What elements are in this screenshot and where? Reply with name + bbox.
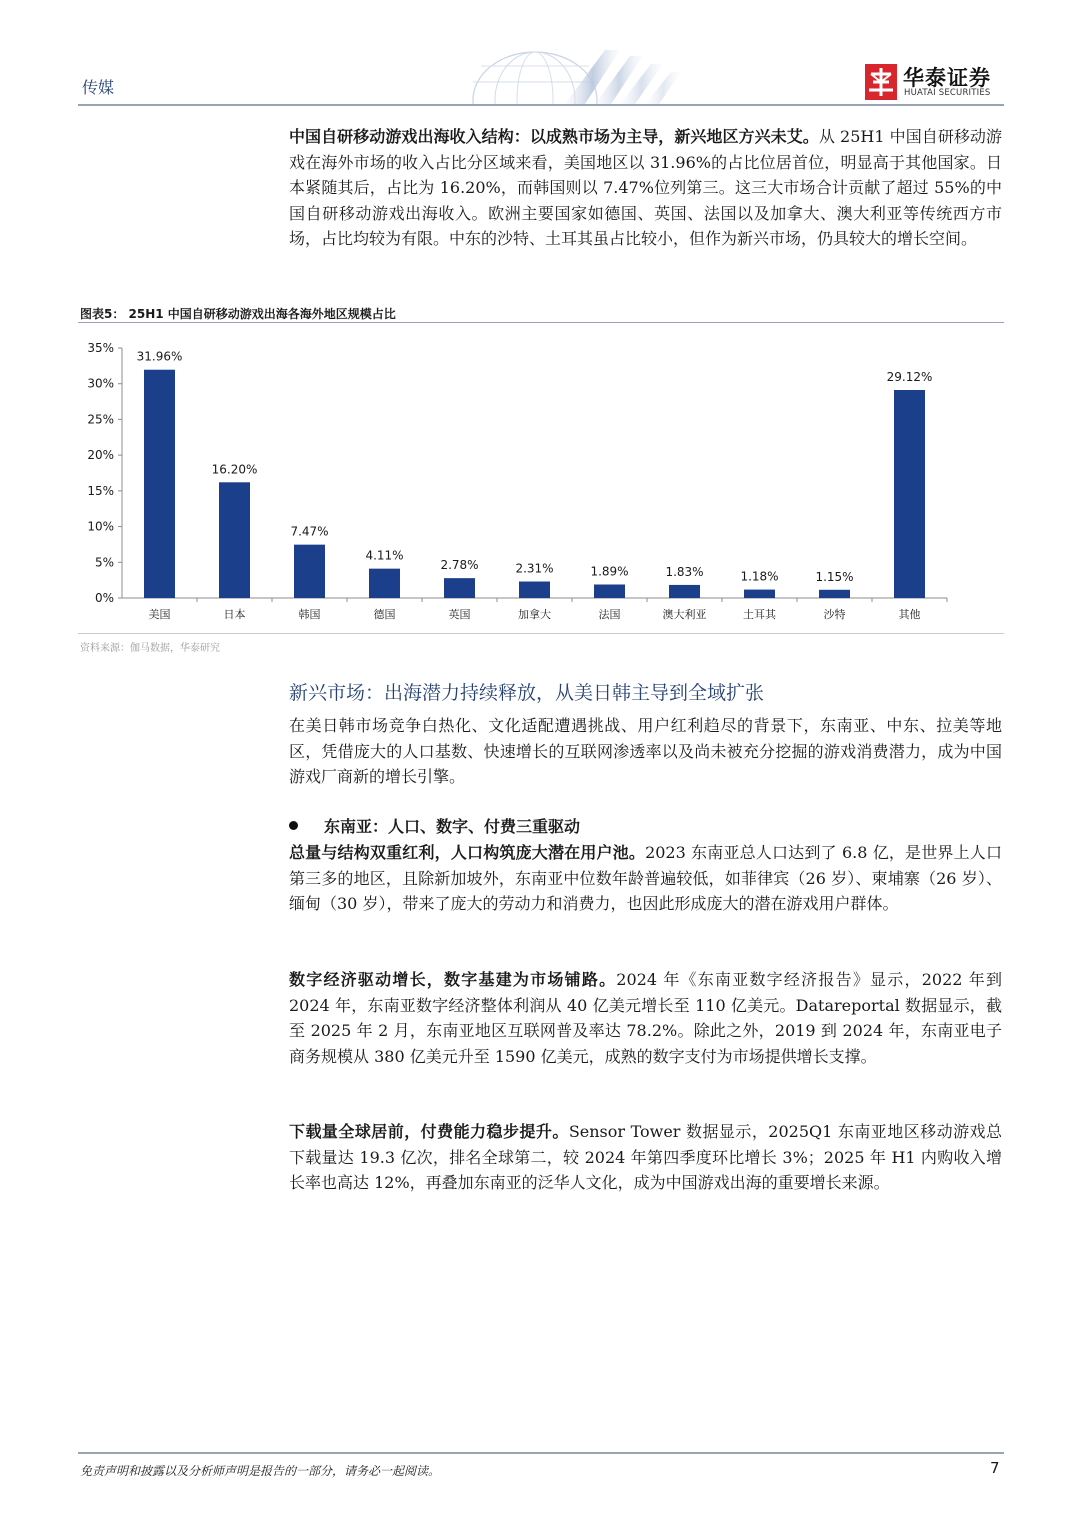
data-label: 1.89% [590, 564, 629, 579]
paragraph-lead: 数字经济驱动增长，数字基建为市场铺路。 [289, 970, 617, 989]
page-number: 7 [990, 1459, 1000, 1477]
bar-4 [369, 569, 400, 598]
bar-8 [669, 585, 700, 598]
figure-title: 图表5： 25H1 中国自研移动游戏出海各海外地区规模占比 [80, 307, 396, 321]
data-label: 1.83% [665, 564, 704, 579]
x-tick-label: 土耳其 [743, 608, 776, 621]
x-tick-label: 加拿大 [518, 608, 551, 621]
data-label: 2.31% [515, 561, 554, 576]
paragraph-digital-economy [289, 967, 1002, 1069]
data-label: 7.47% [290, 524, 329, 539]
paragraph-lead: 下载量全球居前，付费能力稳步提升。 [289, 1122, 569, 1141]
globe-graphic [415, 30, 705, 104]
bar-1 [144, 370, 175, 598]
section-title: 新兴市场：出海潜力持续释放，从美日韩主导到全域扩张 [289, 682, 765, 704]
y-tick-label: 5% [94, 555, 114, 570]
y-tick-label: 0% [94, 591, 114, 605]
figure-bottom-divider [78, 633, 1004, 634]
bullet-heading [289, 814, 580, 837]
y-tick-label: 15% [87, 483, 114, 498]
x-tick-label: 澳大利亚 [662, 608, 707, 621]
footer-disclaimer: 免责声明和披露以及分析师声明是报告的一部分，请务必一起阅读。 [80, 1464, 441, 1478]
x-tick-label: 韩国 [298, 608, 321, 621]
logo-chinese-name: 华泰证券 [903, 66, 991, 90]
bullet-text: 东南亚：人口、数字、付费三重驱动 [324, 817, 581, 836]
bar-11 [894, 390, 925, 598]
page-header [0, 0, 1080, 108]
x-tick-label: 英国 [448, 608, 471, 621]
x-tick-label: 美国 [148, 608, 171, 621]
data-label: 1.18% [740, 569, 779, 584]
bar-3 [294, 545, 325, 598]
paragraph-revenue-structure [289, 124, 1002, 252]
y-tick-label: 35% [87, 341, 114, 355]
paragraph-body: 2023 东南亚总人口达到了 6.8 亿，是世界上人口第三多的地区，且除新加坡外，东南亚中位数年龄普遍较低，如菲律宾（26 岁）、柬埔寨（26 岁）、缅甸（30 岁），带来了庞大的劳动力和消费力，也因此形成庞大的潜在游戏用户群体。 [289, 843, 1002, 913]
paragraph-body: 2024 年《东南亚数字经济报告》显示，2022 年到 2024 年，东南亚数字经济整体利润从 40 亿美元增长至 110 亿美元。Datareportal 数据显示，截至 2025 年 2 月，东南亚地区互联网普及率达 78.2%。除此之外，2019 到 2024 年，东南亚电子商务规模从 380 亿美元升至 1590 亿美元，成熟的数字支付为市场提供增长支撑。 [289, 970, 1002, 1066]
x-tick-label: 法国 [598, 608, 621, 621]
paragraph-lead: 中国自研移动游戏出海收入结构：以成熟市场为主导，新兴地区方兴未艾。 [289, 127, 819, 146]
paragraph-downloads [289, 1119, 1002, 1196]
paragraph-body: 在美日韩市场竞争白热化、文化适配遭遇挑战、用户红利趋尽的背景下，东南亚、中东、拉美等地区，凭借庞大的人口基数、快速增长的互联网渗透率以及尚未被充分挖掘的游戏消费潜力，成为中国游戏厂商新的增长引擎。 [289, 716, 1002, 786]
section-name: 传媒 [82, 78, 115, 97]
bar-10 [819, 590, 850, 598]
x-tick-label: 沙特 [823, 608, 846, 621]
x-tick-label: 其他 [898, 608, 921, 621]
y-tick-label: 10% [87, 519, 114, 534]
huatai-logo [865, 62, 1005, 102]
bar-chart [78, 330, 1004, 630]
x-tick-label: 日本 [223, 608, 246, 621]
bar-5 [444, 578, 475, 598]
data-label: 1.15% [815, 569, 854, 584]
bullet-icon [289, 821, 298, 830]
paragraph-lead: 总量与结构双重红利，人口构筑庞大潜在用户池。 [289, 843, 646, 862]
data-label: 29.12% [886, 370, 933, 384]
huatai-logo-mark [865, 64, 897, 100]
logo-english-name: HUATAI SECURITIES [904, 88, 991, 98]
bar-2 [219, 482, 250, 598]
paragraph-body: Sensor Tower 数据显示，2025Q1 东南亚地区移动游戏总下载量达 19.3 亿次，排名全球第二，较 2024 年第四季度环比增长 3%；2025 年 H1 内购收入增长率也高达 12%，再叠加东南亚的泛华人文化，成为中国游戏出海的重要增长来源。 [289, 1122, 1002, 1192]
y-tick-label: 25% [87, 412, 114, 427]
paragraph-body: 从 25H1 中国自研移动游戏在海外市场的收入占比分区域来看，美国地区以 31.96%的占比位居首位，明显高于其他国家。日本紧随其后，占比为 16.20%，而韩国则以 7.47%位列第三。这三大市场合计贡献了超过 55%的中国自研移动游戏出海收入。欧洲主要国家如德国、英国、法国以及加拿大、澳大利亚等传统西方市场，占比均较为有限。中东的沙特、土耳其虽占比较小，但作为新兴市场，仍具较大的增长空间。 [289, 127, 1002, 248]
y-tick-label: 20% [87, 448, 114, 463]
data-label: 16.20% [211, 462, 258, 477]
figure-source: 资料来源：伽马数据，华泰研究 [80, 643, 220, 654]
bar-6 [519, 582, 550, 599]
paragraph-population [289, 840, 1002, 917]
figure-top-divider [78, 322, 1004, 323]
footer-divider [78, 1452, 1004, 1454]
bar-7 [594, 585, 625, 599]
x-tick-label: 德国 [373, 608, 396, 621]
paragraph-emerging-markets [289, 713, 1002, 790]
header-divider [78, 104, 1004, 106]
data-label: 2.78% [440, 558, 479, 573]
data-label: 4.11% [365, 548, 404, 563]
y-tick-label: 30% [87, 376, 114, 391]
bar-9 [744, 590, 775, 598]
data-label: 31.96% [136, 349, 183, 364]
